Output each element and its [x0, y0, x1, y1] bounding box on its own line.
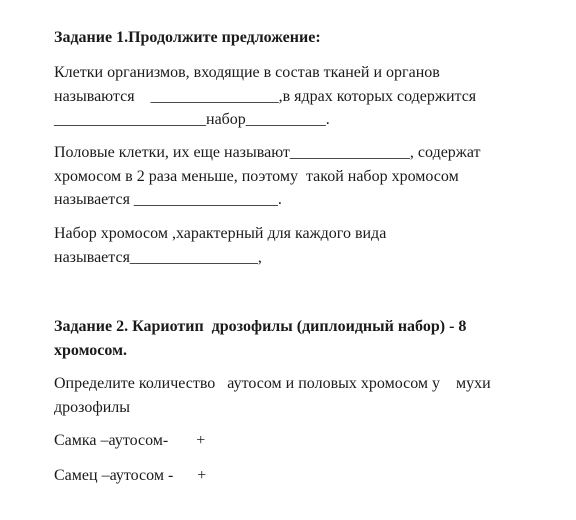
task1-p1-line3: ___________________набор__________.	[54, 111, 330, 128]
task1-p1-line2: называются ________________,в ядрах которых содержится	[54, 88, 477, 105]
task1-p3-line2: называется________________,	[54, 249, 262, 266]
task2-male-line: Самец –аутосом - +	[54, 467, 207, 484]
task1-p2-line1: Половые клетки, их еще называют_______________, содержат	[54, 144, 481, 161]
task1-heading: Задание 1.Продолжите предложение:	[54, 29, 321, 46]
task2-heading-line2: хромосом.	[54, 342, 127, 359]
task1-p2-line3: называется __________________.	[54, 191, 282, 208]
task2-female-line: Самка –аутосом- +	[54, 432, 206, 449]
task2-p1-line2: дрозофилы	[54, 399, 131, 416]
task1-p1-line1: Клетки организмов, входящие в состав тканей и органов	[54, 64, 440, 81]
task2-heading-line1: Задание 2. Кариотип дрозофилы (диплоидный набор) - 8	[54, 318, 467, 335]
task1-p2-line2: хромосом в 2 раза меньше, поэтому такой набор хромосом	[54, 168, 459, 185]
task1-p3-line1: Набор хромосом ,характерный для каждого вида	[54, 225, 387, 242]
task2-p1-line1: Определите количество аутосом и половых хромосом у мухи	[54, 375, 491, 392]
